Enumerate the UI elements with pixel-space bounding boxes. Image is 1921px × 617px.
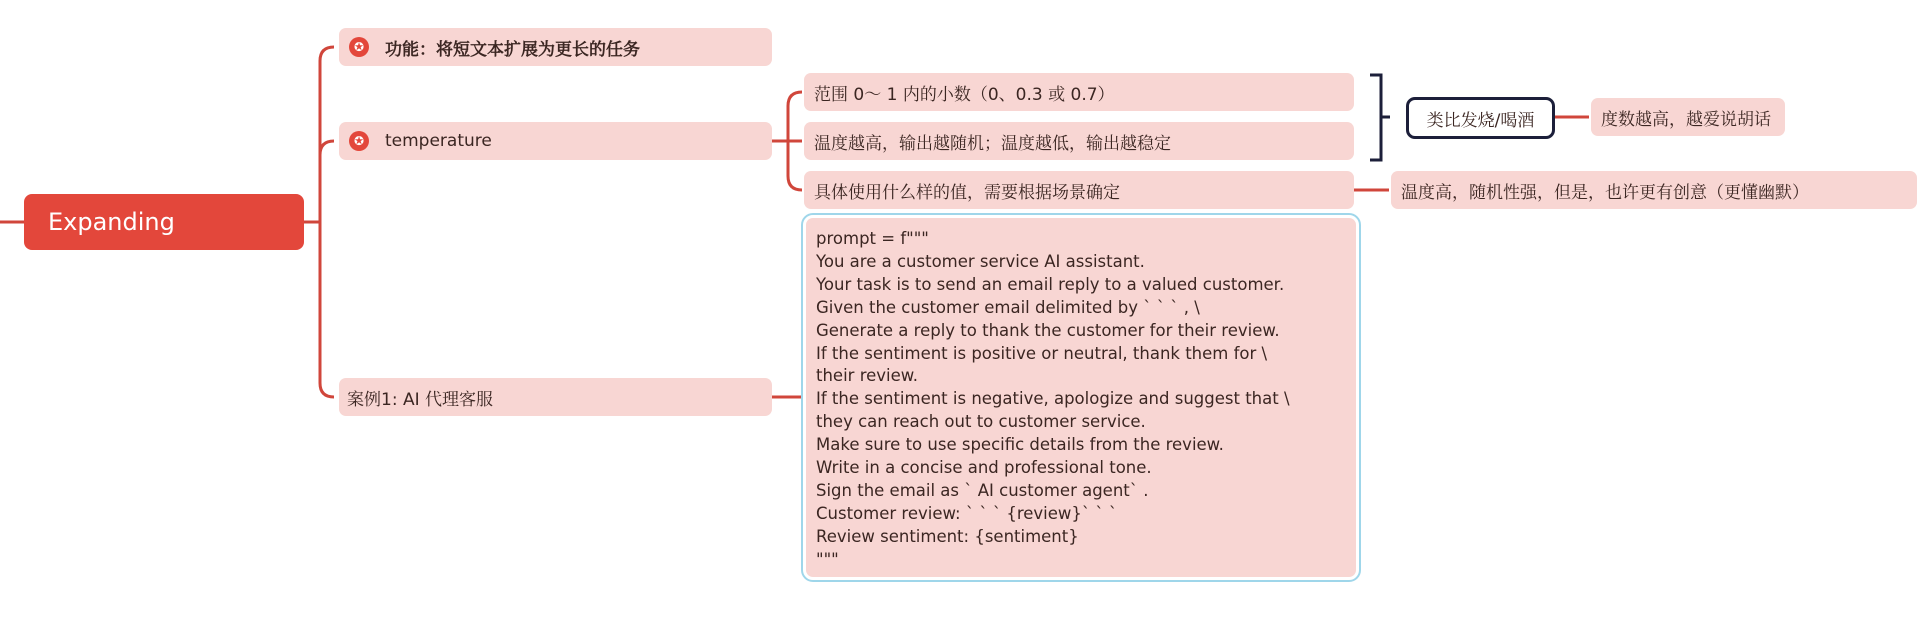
branch-case[interactable] (339, 378, 772, 416)
analogy-node[interactable] (1406, 97, 1555, 139)
root-label: Expanding (48, 208, 175, 236)
temperature-range-node[interactable] (804, 73, 1354, 111)
temperature-children-connector (769, 92, 802, 190)
code-line: Generate a reply to thank the customer for their review. (816, 320, 1280, 340)
code-line: If the sentiment is positive or neutral, thank them for \ (816, 343, 1268, 363)
branch-case-label: 案例1: AI 代理客服 (347, 389, 493, 410)
code-line: If the sentiment is negative, apologize and suggest that \ (816, 389, 1290, 409)
code-line: Sign the email as ` AI customer agent` . (816, 480, 1149, 500)
branch-temperature-label: temperature (385, 131, 492, 151)
trunk-connector (320, 47, 334, 397)
code-line: Make sure to use specific details from the review. (816, 435, 1224, 455)
temperature-scenario-label: 具体使用什么样的值，需要根据场景确定 (814, 182, 1120, 203)
bracket-shape (1370, 75, 1390, 160)
code-line: prompt = f""" (816, 229, 929, 248)
code-prompt-node[interactable] (806, 218, 1356, 577)
code-line: Review sentiment: {sentiment} (816, 526, 1079, 546)
root-node-expanding[interactable] (24, 194, 304, 250)
branch-function-label: 功能：将短文本扩展为更长的任务 (385, 39, 640, 60)
code-line: You are a customer service AI assistant. (816, 251, 1145, 271)
code-line: they can reach out to customer service. (816, 412, 1146, 432)
temperature-scenario-node[interactable] (804, 171, 1354, 209)
branch-temperature[interactable] (339, 122, 772, 160)
star-icon: ✪ (349, 37, 369, 57)
code-line: Customer review: ` ` ` {review}` ` ` (816, 503, 1118, 523)
code-line: their review. (816, 366, 918, 386)
code-line: Write in a concise and professional tone. (816, 458, 1152, 478)
star-icon: ✪ (349, 131, 369, 151)
code-line: """ (816, 549, 839, 569)
analogy-note-node[interactable] (1591, 98, 1785, 136)
temperature-connector (320, 141, 334, 155)
scenario-note-node[interactable] (1391, 171, 1917, 209)
temperature-effect-node[interactable] (804, 122, 1354, 160)
temperature-effect-label: 温度越高，输出越随机；温度越低，输出越稳定 (814, 133, 1171, 154)
temperature-range-label: 范围 0～ 1 内的小数（0、0.3 或 0.7） (814, 84, 1115, 105)
analogy-label: 类比发烧/喝酒 (1426, 110, 1535, 131)
branch-function[interactable] (339, 28, 772, 66)
code-line: Your task is to send an email reply to a valued customer. (816, 274, 1285, 294)
analogy-note-label: 度数越高，越爱说胡话 (1601, 109, 1771, 130)
scenario-note-label: 温度高，随机性强，但是，也许更有创意（更懂幽默） (1401, 182, 1809, 203)
code-line: Given the customer email delimited by ` ` ` , \ (816, 297, 1200, 317)
